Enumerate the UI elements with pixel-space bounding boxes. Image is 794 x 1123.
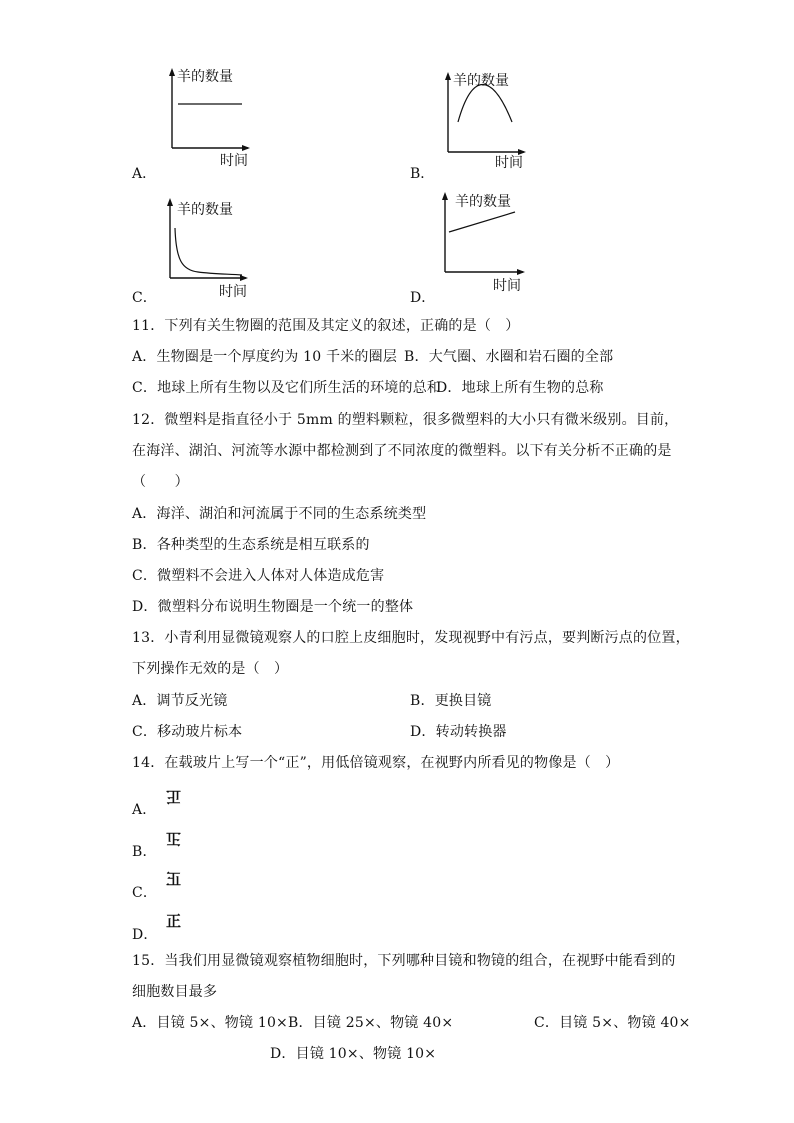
- q11-stem: 11．下列有关生物圈的范围及其定义的叙述，正确的是（ ）: [132, 318, 520, 334]
- q13-option-d[interactable]: D．转动转换器: [410, 724, 507, 740]
- q15-option-ab[interactable]: A．目镜 5×、物镜 10×B．目镜 25×、物镜 40×: [132, 1015, 454, 1031]
- q13-stem-line1: 13．小青利用显微镜观察人的口腔上皮细胞时，发现视野中有污点，要判断污点的位置，: [132, 630, 690, 646]
- q13-option-c[interactable]: C．移动玻片标本: [132, 724, 243, 740]
- graph-d-ylabel: 羊的数量: [455, 194, 511, 210]
- graph-a-letter[interactable]: A．: [132, 166, 157, 182]
- q14-option-d-image[interactable]: 正: [166, 912, 182, 930]
- q12-stem-line1: 12．微塑料是指直径小于 5mm 的塑料颗粒，很多微塑料的大小只有微米级别。目前，: [132, 412, 679, 428]
- q11-option-d[interactable]: D．地球上所有生物的总称: [436, 380, 604, 396]
- q15-stem-line2: 细胞数目最多: [132, 984, 218, 1000]
- q14-option-d-letter[interactable]: D．: [132, 927, 158, 943]
- q14-option-a-image[interactable]: 正: [166, 788, 182, 806]
- graph-b-ylabel: 羊的数量: [453, 73, 509, 89]
- graph-c-ylabel: 羊的数量: [177, 202, 233, 218]
- graph-d-letter[interactable]: D．: [410, 290, 436, 306]
- q12-option-c[interactable]: C．微塑料不会进入人体对人体造成危害: [132, 568, 385, 584]
- q12-option-d[interactable]: D．微塑料分布说明生物圈是一个统一的整体: [132, 599, 414, 615]
- graph-c-xlabel: 时间: [219, 284, 247, 300]
- q15-option-d[interactable]: D．目镜 10×、物镜 10×: [270, 1046, 437, 1062]
- q14-option-a-letter[interactable]: A．: [132, 802, 157, 818]
- q11-option-c[interactable]: C．地球上所有生物以及它们所生活的环境的总和: [132, 380, 442, 396]
- graph-b-xlabel: 时间: [495, 155, 523, 171]
- q11-option-a[interactable]: A．生物圈是一个厚度约为 10 千米的圈层: [132, 349, 398, 365]
- q12-stem-line3: （ ）: [132, 474, 189, 490]
- q14-stem: 14．在载玻片上写一个“正”，用低倍镜观察，在视野内所看见的物像是（ ）: [132, 755, 620, 771]
- q15-stem-line1: 15．当我们用显微镜观察植物细胞时，下列哪种目镜和物镜的组合，在视野中能看到的: [132, 953, 676, 969]
- q11-option-b[interactable]: B．大气圈、水圈和岩石圈的全部: [404, 349, 614, 365]
- q14-option-c-letter[interactable]: C．: [132, 885, 158, 901]
- q13-option-b[interactable]: B．更换目镜: [410, 693, 492, 709]
- graph-c-letter[interactable]: C．: [132, 290, 157, 306]
- graph-a-ylabel: 羊的数量: [177, 69, 233, 85]
- q12-option-b[interactable]: B．各种类型的生态系统是相互联系的: [132, 537, 370, 553]
- graph-d-xlabel: 时间: [493, 278, 521, 294]
- q12-stem-line2: 在海洋、湖泊、河流等水源中都检测到了不同浓度的微塑料。以下有关分析不正确的是: [132, 443, 672, 459]
- q13-stem-line2: 下列操作无效的是（ ）: [132, 661, 289, 677]
- q15-option-c[interactable]: C．目镜 5×、物镜 40×: [534, 1015, 691, 1031]
- graph-a-xlabel: 时间: [220, 153, 248, 169]
- graph-b-letter[interactable]: B．: [410, 166, 435, 182]
- q14-option-b-image[interactable]: 正: [166, 830, 182, 848]
- q14-option-c-image[interactable]: 正: [166, 870, 182, 888]
- q14-option-b-letter[interactable]: B．: [132, 844, 157, 860]
- q13-option-a[interactable]: A．调节反光镜: [132, 693, 228, 709]
- q12-option-a[interactable]: A．海洋、湖泊和河流属于不同的生态系统类型: [132, 506, 427, 522]
